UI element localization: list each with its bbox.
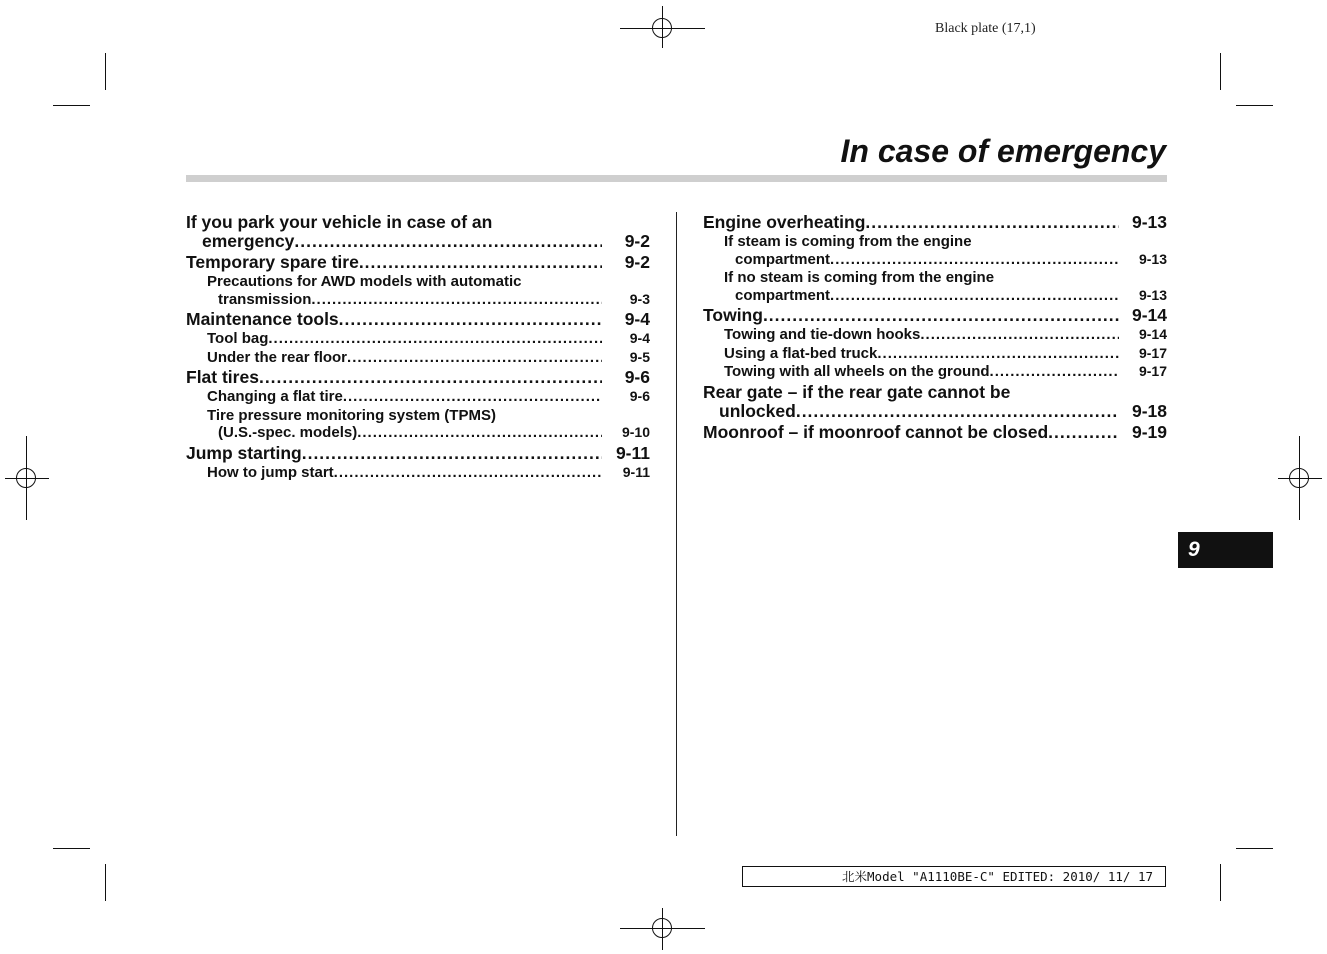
dot-leader — [796, 402, 1119, 421]
toc-page-number: 9-11 — [615, 442, 650, 463]
toc-entry[interactable] — [186, 349, 650, 367]
toc-entry[interactable] — [186, 213, 650, 251]
toc-entry[interactable] — [186, 388, 650, 406]
toc-entry[interactable] — [186, 444, 650, 463]
dot-leader — [877, 345, 1119, 363]
dot-leader — [339, 310, 602, 329]
crop-mark — [53, 848, 90, 849]
toc-entry-title: Temporary spare tire — [186, 252, 359, 272]
plate-label: Black plate (17,1) — [935, 21, 1036, 36]
toc-entry-title: Towing with all wheels on the ground — [724, 363, 990, 380]
toc-entry-title: Tool bag — [207, 330, 269, 347]
crop-mark — [105, 864, 106, 901]
toc-entry[interactable] — [703, 306, 1167, 325]
toc-entry[interactable] — [703, 383, 1167, 421]
toc-page-number: 9-13 — [1138, 286, 1167, 303]
crop-mark — [1236, 848, 1273, 849]
toc-entry-title: Flat tires — [186, 367, 259, 387]
registration-circle — [16, 468, 36, 488]
dot-leader — [830, 287, 1119, 305]
toc-page-number: 9-5 — [629, 348, 650, 365]
toc-entry[interactable] — [703, 269, 1167, 304]
toc-page-number: 9-2 — [624, 252, 650, 272]
toc-entry-title: Maintenance tools — [186, 309, 339, 329]
registration-circle — [1289, 468, 1309, 488]
dot-leader — [763, 306, 1119, 325]
page-title: In case of emergency — [840, 133, 1166, 169]
toc-entry[interactable] — [703, 363, 1167, 381]
crop-mark — [1236, 105, 1273, 106]
toc-page-number: 9-2 — [624, 231, 650, 251]
toc-entry-title: Using a flat-bed truck — [724, 344, 878, 362]
toc-left-column — [186, 213, 650, 481]
dot-leader — [347, 349, 602, 367]
toc-entry-title: How to jump start — [207, 463, 334, 481]
toc-entry[interactable] — [703, 213, 1167, 232]
toc-entry-title: Changing a flat tire — [207, 388, 343, 405]
toc-page-number: 9-14 — [1131, 305, 1167, 325]
toc-entry-title-line: Precautions for AWD models with automatic — [207, 273, 522, 290]
toc-entry-title-line: If you park your vehicle in case of an — [186, 212, 493, 232]
dot-leader — [357, 424, 602, 442]
crop-mark — [1220, 864, 1221, 901]
toc-entry[interactable] — [703, 423, 1167, 442]
toc-entry-title: Towing and tie-down hooks — [724, 326, 921, 343]
registration-circle — [652, 918, 672, 938]
toc-right-column — [703, 213, 1167, 442]
toc-page-number: 9-13 — [1138, 250, 1167, 267]
toc-entry-title-line: If no steam is coming from the engine — [724, 269, 995, 286]
toc-entry[interactable] — [186, 310, 650, 329]
toc-page-number: 9-6 — [629, 388, 650, 404]
toc-entry[interactable] — [186, 273, 650, 308]
toc-page-number: 9-3 — [629, 290, 650, 307]
toc-entry[interactable] — [703, 326, 1167, 344]
dot-leader — [990, 363, 1119, 381]
toc-page-number: 9-19 — [1131, 421, 1167, 442]
toc-entry-title: Under the rear floor — [207, 348, 348, 366]
dot-leader — [268, 330, 602, 348]
dot-leader — [302, 444, 602, 463]
toc-entry-title: transmission — [218, 290, 312, 308]
toc-page-number: 9-18 — [1131, 400, 1167, 421]
toc-entry-title: Towing — [703, 305, 763, 325]
toc-entry-title: Engine overheating — [703, 212, 866, 232]
chapter-tab[interactable]: 9 — [1178, 532, 1273, 568]
toc-page-number: 9-4 — [624, 309, 650, 329]
toc-entry[interactable] — [186, 253, 650, 272]
crop-mark — [1220, 53, 1221, 90]
dot-leader — [343, 388, 602, 406]
crop-mark — [53, 105, 90, 106]
dot-leader — [830, 251, 1119, 269]
dot-leader — [1048, 423, 1119, 442]
column-divider — [676, 212, 677, 836]
toc-page-number: 9-6 — [624, 367, 650, 387]
toc-page-number: 9-13 — [1131, 212, 1167, 232]
toc-page-number: 9-10 — [621, 424, 650, 440]
crop-mark — [105, 53, 106, 90]
toc-page-number: 9-14 — [1138, 326, 1167, 342]
footer-edit-info: 北米Model "A1110BE-C" EDITED: 2010/ 11/ 17 — [742, 866, 1166, 887]
toc-entry[interactable] — [186, 407, 650, 442]
toc-entry-title-line: If steam is coming from the engine — [724, 233, 972, 250]
toc-entry-title: emergency — [202, 231, 295, 251]
dot-leader — [920, 326, 1119, 344]
toc-entry-title: compartment — [735, 250, 831, 268]
toc-entry-title-line: Rear gate – if the rear gate cannot be — [703, 381, 1011, 402]
dot-leader — [259, 368, 602, 387]
toc-page-number: 9-4 — [629, 330, 650, 346]
dot-leader — [334, 464, 602, 482]
toc-entry-title: compartment — [735, 286, 831, 304]
registration-circle — [652, 18, 672, 38]
toc-entry[interactable] — [703, 345, 1167, 363]
toc-page-number: 9-17 — [1138, 363, 1167, 379]
toc-page-number: 9-17 — [1138, 344, 1167, 361]
toc-entry-title: Moonroof – if moonroof cannot be closed — [703, 421, 1049, 442]
dot-leader — [294, 232, 602, 251]
dot-leader — [359, 253, 602, 272]
title-rule — [186, 175, 1167, 182]
toc-entry[interactable] — [186, 464, 650, 482]
toc-page-number: 9-11 — [622, 463, 650, 480]
dot-leader — [311, 291, 602, 309]
toc-entry[interactable] — [186, 330, 650, 348]
toc-entry-title: unlocked — [719, 400, 796, 421]
toc-entry[interactable] — [703, 233, 1167, 268]
toc-entry-title: (U.S.-spec. models) — [218, 424, 358, 441]
dot-leader — [865, 213, 1119, 232]
toc-entry[interactable] — [186, 368, 650, 387]
toc-entry-title-line: Tire pressure monitoring system (TPMS) — [207, 406, 496, 424]
toc-entry-title: Jump starting — [186, 442, 302, 463]
